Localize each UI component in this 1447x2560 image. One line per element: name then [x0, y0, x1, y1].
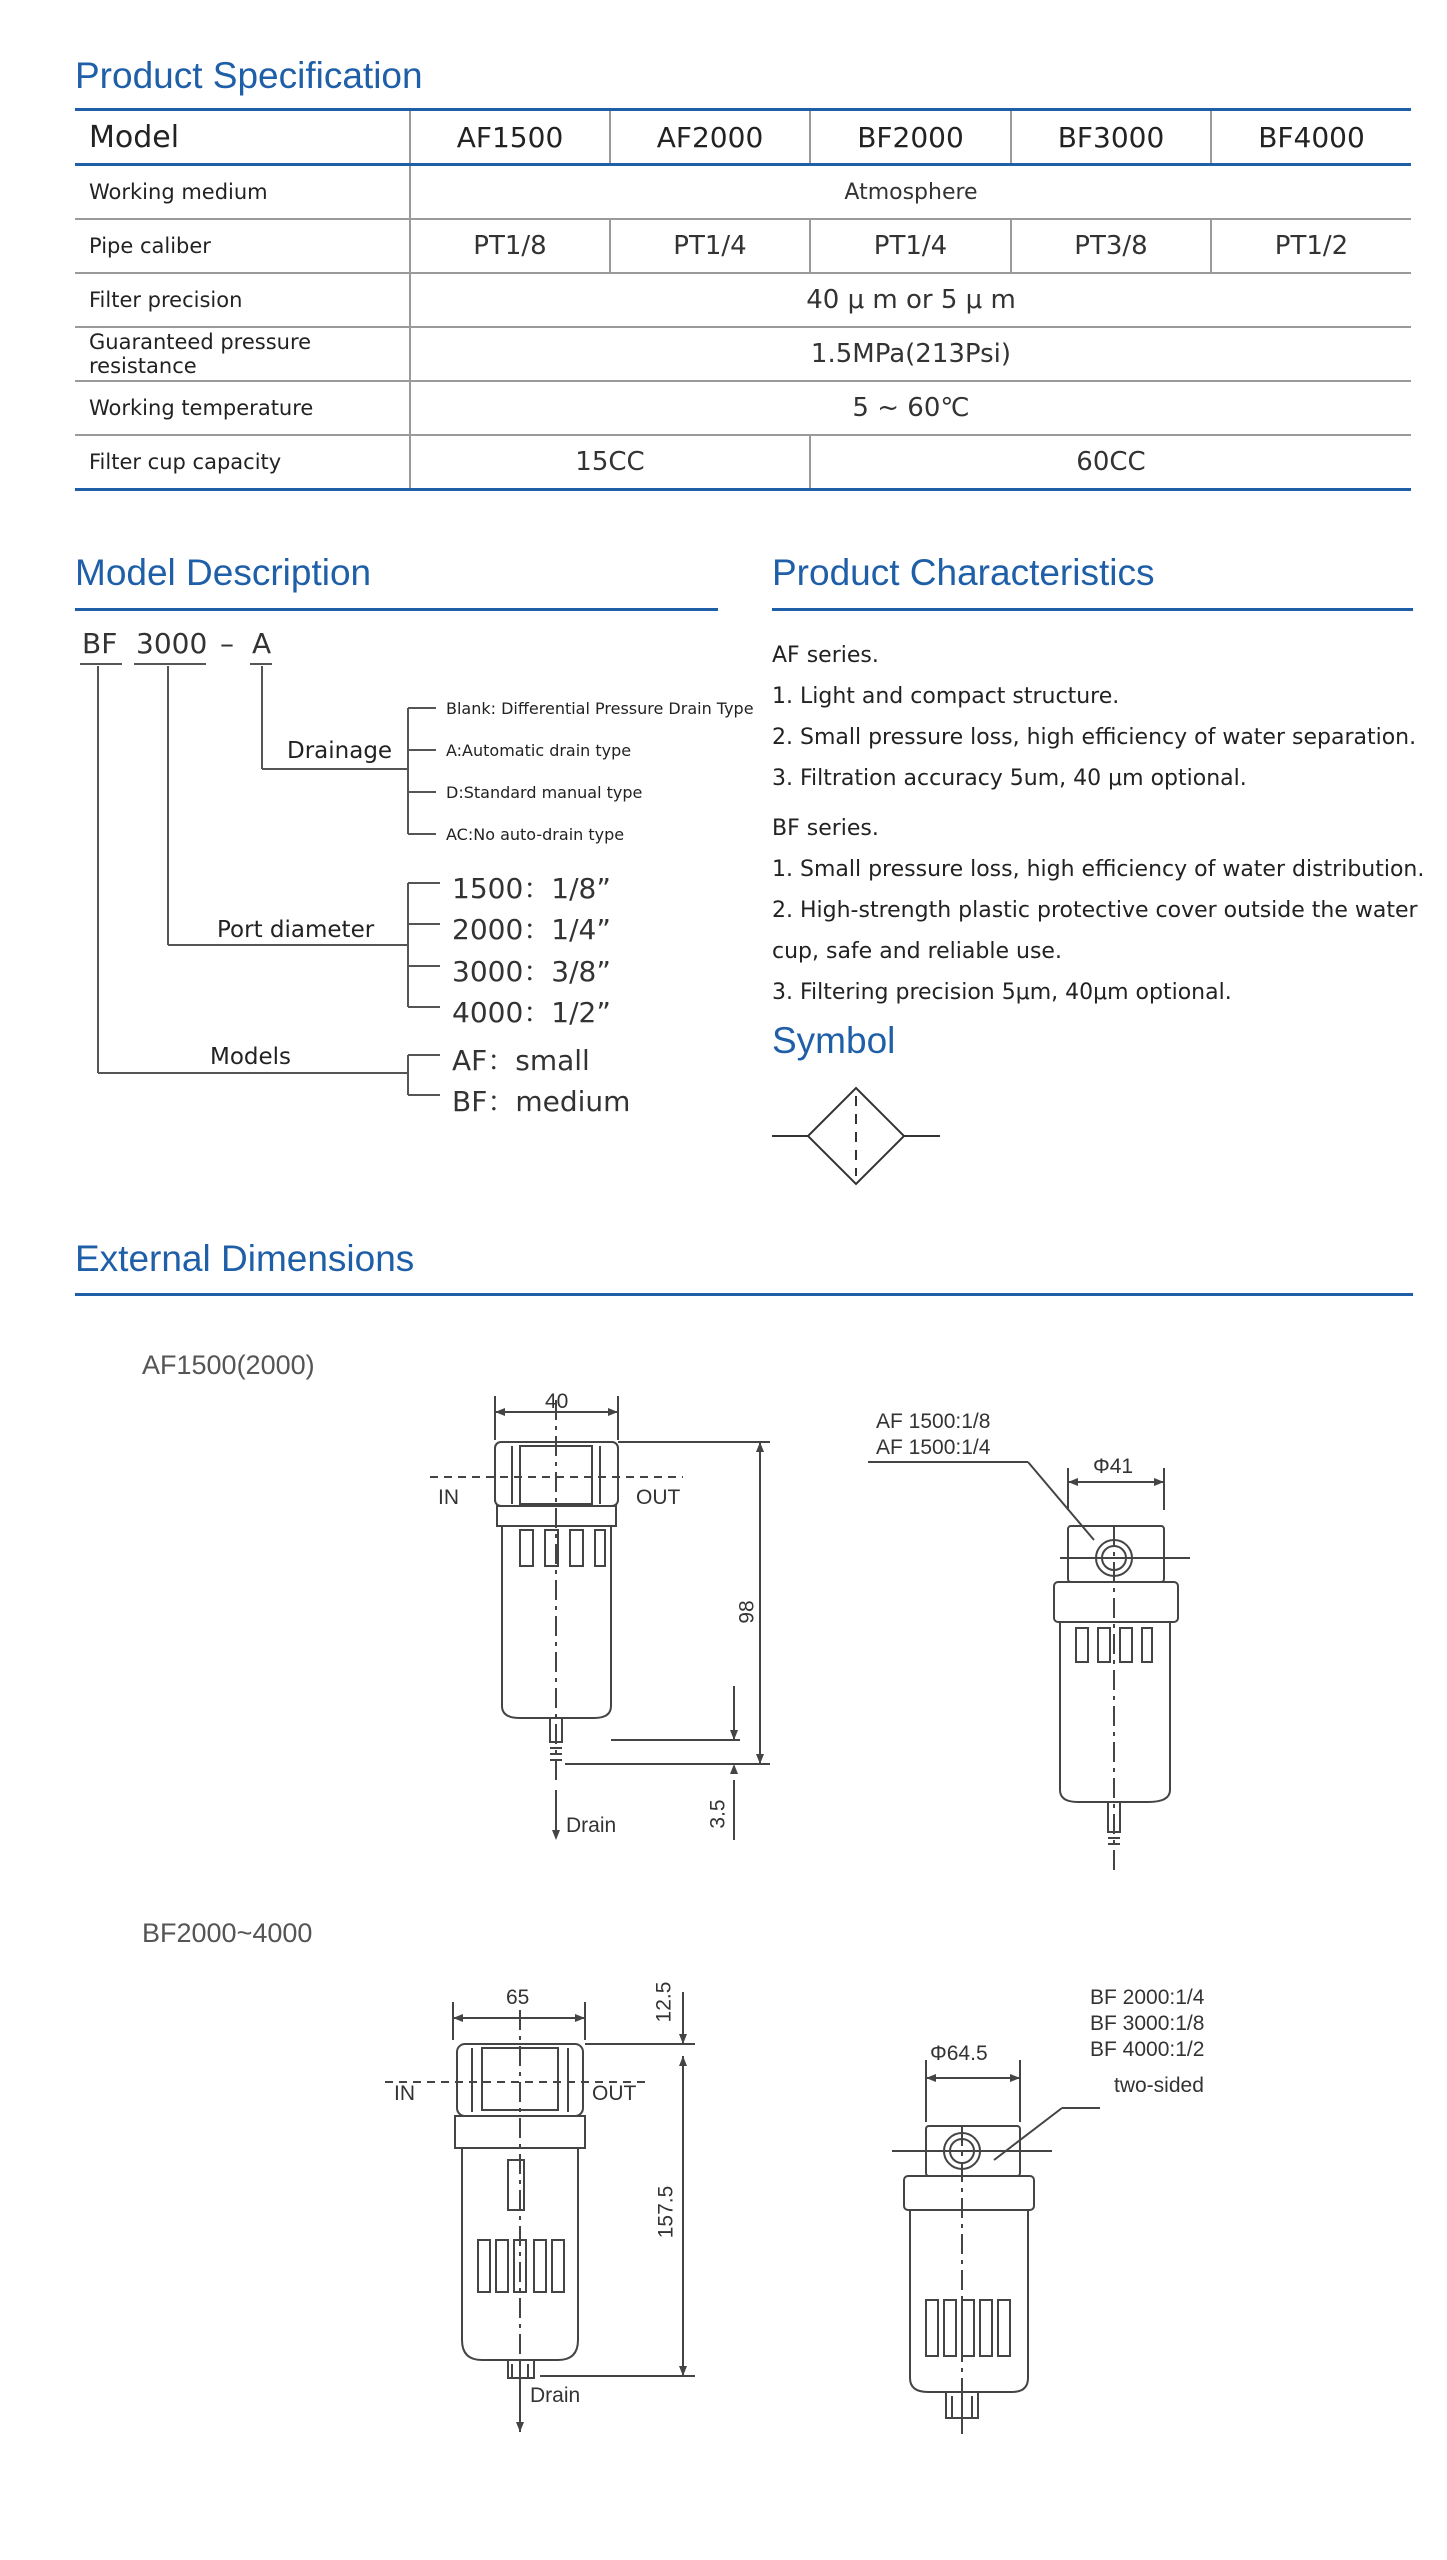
bf-top-offset-label: 12.5 — [652, 1981, 676, 2023]
row-value: PT1/2 — [1211, 219, 1411, 273]
char-line: 2. High-strength plastic protective cover outside the water — [772, 898, 1418, 923]
model-cell: BF3000 — [1011, 110, 1211, 165]
port-option: 3000：3/8” — [452, 955, 611, 988]
code-series: BF — [82, 627, 118, 660]
bf-drain-label: Drain — [530, 2384, 581, 2407]
port-label: Port diameter — [217, 917, 375, 943]
model-option: AF：small — [452, 1044, 590, 1077]
af-arrowheads — [495, 1408, 764, 1840]
bf-side-drawing — [892, 2060, 1100, 2440]
model-option: BF：medium — [452, 1085, 631, 1118]
row-label: Filter cup capacity — [89, 450, 282, 474]
bf-diameter-label: Φ64.5 — [930, 2042, 988, 2065]
row-label: Pipe caliber — [75, 219, 410, 273]
model-cell: AF2000 — [610, 110, 810, 165]
row-value: PT1/8 — [410, 219, 610, 273]
af-diameter-label: Φ41 — [1093, 1455, 1134, 1478]
af-in-label: IN — [438, 1486, 459, 1509]
bf-port-note: BF 4000:1/2 — [1090, 2038, 1205, 2061]
char-line: 2. Small pressure loss, high efficiency of water separation. — [772, 725, 1417, 750]
char-line: AF series. — [772, 643, 879, 668]
model-desc-title: Model Description — [75, 552, 372, 593]
af-drain-offset-label: 3.5 — [706, 1799, 730, 1829]
bf-in-label: IN — [394, 2082, 415, 2105]
row-value: PT3/8 — [1011, 219, 1211, 273]
af-width-label: 40 — [545, 1390, 569, 1413]
bf-arrowheads — [453, 2014, 687, 2432]
drainage-connector — [262, 666, 436, 834]
code-port: 3000 — [136, 627, 208, 660]
characteristics-title: Product Characteristics — [772, 552, 1155, 593]
dimensions-title: External Dimensions — [75, 1238, 415, 1279]
drainage-option: AC:No auto-drain type — [446, 825, 625, 844]
char-line: cup, safe and reliable use. — [772, 939, 1062, 964]
char-line: 3. Filtration accuracy 5um, 40 μm optional. — [772, 766, 1247, 791]
char-line: 3. Filtering precision 5μm, 40μm optional. — [772, 980, 1232, 1005]
drainage-option: D:Standard manual type — [446, 783, 643, 802]
row-label: Working temperature — [75, 381, 410, 435]
char-line: 1. Small pressure loss, high efficiency of water distribution. — [772, 857, 1425, 882]
model-header: Model — [75, 110, 410, 165]
models-connector — [98, 666, 440, 1095]
af-side-drawing — [868, 1462, 1190, 1870]
spec-title: Product Specification — [75, 55, 423, 96]
row-value: 40 μ m or 5 μ m — [410, 273, 1411, 327]
drainage-option: Blank: Differential Pressure Drain Type — [446, 699, 754, 718]
af-drawing-label: AF1500(2000) — [142, 1350, 315, 1380]
model-cell: AF1500 — [410, 110, 610, 165]
af-front-drawing — [430, 1396, 770, 1840]
bf-port-note: BF 3000:1/8 — [1090, 2012, 1205, 2035]
symbol-title: Symbol — [772, 1020, 896, 1061]
bf-height-label: 157.5 — [654, 2185, 678, 2239]
row-value: PT1/4 — [810, 219, 1011, 273]
code-dash: – — [220, 627, 234, 660]
row-label: Filter precision — [75, 273, 410, 327]
af-height-label: 98 — [735, 1600, 759, 1624]
af-port-note: AF 1500:1/8 — [876, 1410, 991, 1433]
model-cell: BF4000 — [1211, 110, 1411, 165]
bf-sided-label: two-sided — [1114, 2074, 1204, 2097]
drainage-label: Drainage — [287, 738, 393, 764]
af-out-label: OUT — [636, 1486, 681, 1509]
bf-front-drawing — [385, 1992, 695, 2432]
bf-width-label: 65 — [506, 1986, 530, 2009]
row-value: 15CC — [410, 435, 810, 490]
models-label: Models — [210, 1044, 292, 1070]
char-line: 1. Light and compact structure. — [772, 684, 1120, 709]
row-label: Guaranteed pressure resistance — [75, 327, 410, 381]
bf-drawing-label: BF2000~4000 — [142, 1918, 313, 1948]
port-option: 2000：1/4” — [452, 913, 611, 946]
row-label: Working medium — [75, 165, 410, 220]
drainage-option: A:Automatic drain type — [446, 741, 632, 760]
row-value: Atmosphere — [410, 165, 1411, 220]
port-connector — [168, 666, 440, 1007]
row-value: 1.5MPa(213Psi) — [410, 327, 1411, 381]
bf-port-note: BF 2000:1/4 — [1090, 1986, 1205, 2009]
row-value: 5 ~ 60℃ — [410, 381, 1411, 435]
char-line: BF series. — [772, 816, 879, 841]
bf-out-label: OUT — [592, 2082, 637, 2105]
model-cell: BF2000 — [810, 110, 1011, 165]
port-option: 1500：1/8” — [452, 872, 611, 905]
port-option: 4000：1/2” — [452, 996, 611, 1029]
code-drain: A — [252, 627, 272, 660]
af-port-note: AF 1500:1/4 — [876, 1436, 991, 1459]
af-drain-label: Drain — [566, 1814, 617, 1837]
row-value: PT1/4 — [610, 219, 810, 273]
filter-symbol-icon — [772, 1088, 940, 1184]
row-value: 60CC — [810, 435, 1411, 490]
